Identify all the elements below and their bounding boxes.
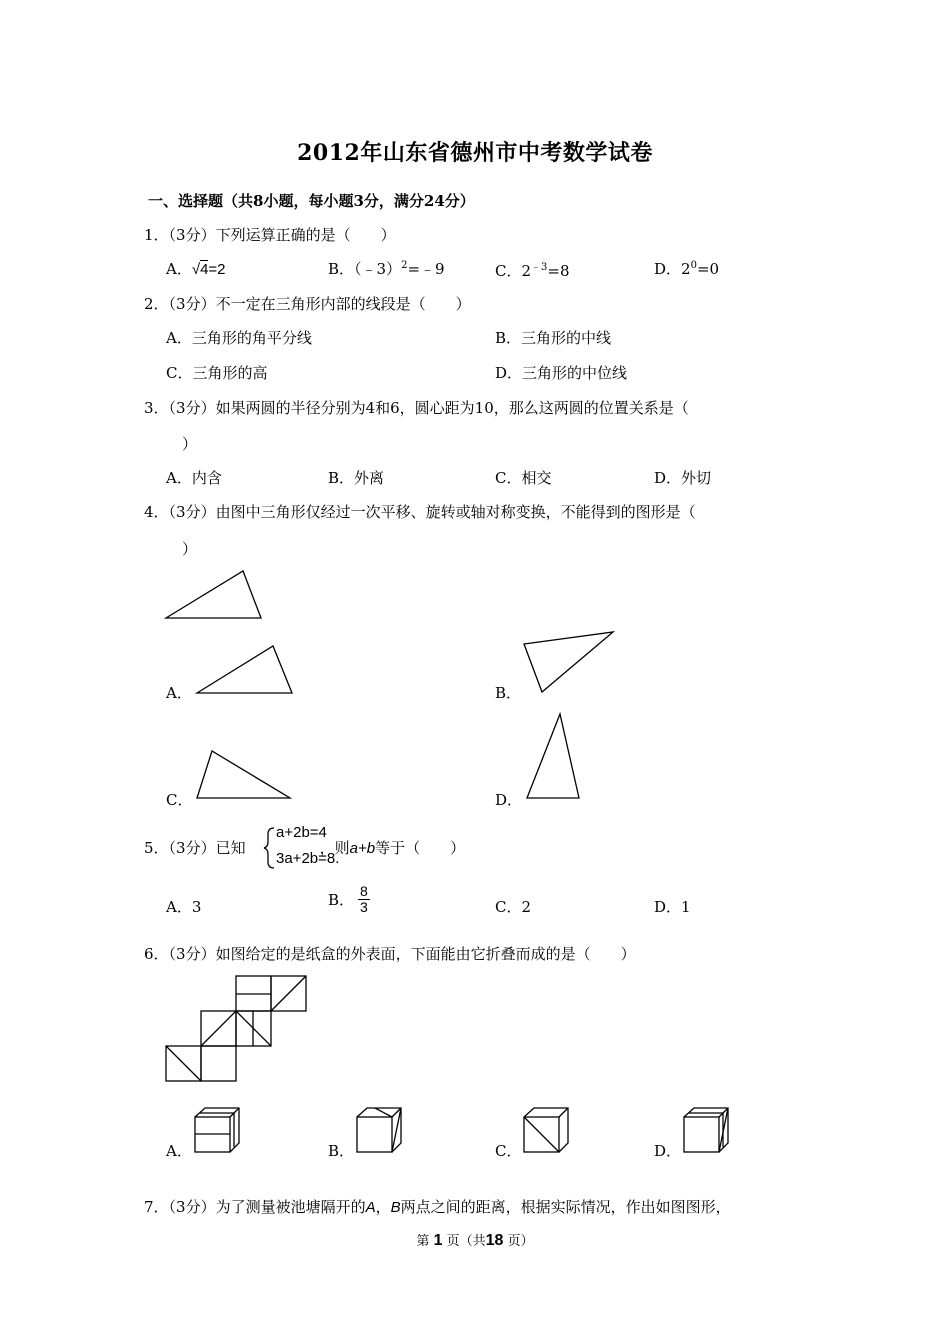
q2-option-d: D．三角形的中位线: [495, 364, 628, 382]
q4-triangle-d-icon: [527, 714, 579, 798]
question-7-stem: 7．（3分）为了测量被池塘隔开的A，B两点之间的距离，根据实际情况，作出如图图形，: [144, 1198, 731, 1216]
q3-option-d: D．外切: [654, 469, 712, 487]
page-total: 18: [485, 1232, 504, 1249]
radical-sign-icon: √: [191, 261, 201, 278]
question-6-stem: 6．（3分）如图给定的是纸盒的外表面，下面能由它折叠而成的是（ ）: [144, 945, 636, 963]
q3-option-c: C．相交: [495, 469, 552, 487]
q4-option-d: D．: [495, 791, 523, 809]
question-3-stem-end: ）: [182, 435, 198, 453]
q4-triangle-b-icon: [524, 632, 613, 692]
q6-cube-c-icon: [524, 1108, 568, 1152]
q5-option-d: D．1: [654, 898, 691, 916]
q6-option-a: A．: [166, 1142, 192, 1160]
q6-box-net: [166, 976, 306, 1081]
q4-option-c: C．: [166, 791, 193, 809]
page-title: 2012年山东省德州市中考数学试卷: [297, 140, 653, 166]
page-footer: 第 1 页（共18 页）: [416, 1232, 534, 1249]
q6-option-c: C．: [495, 1142, 522, 1160]
q3-option-b: B．外离: [328, 469, 385, 487]
q1-option-b: B．（﹣3）$^2$=﹣9: [328, 260, 445, 278]
question-1-stem: 1．（3分）下列运算正确的是（ ）: [144, 226, 396, 244]
q2-option-b: B．三角形的中线: [495, 329, 612, 347]
point-b-label: B: [390, 1199, 401, 1216]
q5-option-a: A．3: [166, 898, 202, 916]
q5-equation-2: 3a+2b=8.: [276, 850, 340, 867]
section-heading: 一、选择题（共8小题，每小题3分，满分24分）: [148, 192, 475, 210]
q4-option-a: A．: [166, 684, 192, 702]
q1-option-c: C．$2^{﹣3}=8$: [495, 262, 570, 280]
q4-option-b: B．: [495, 684, 522, 702]
q4-triangle-c-icon: [197, 751, 290, 798]
q1-option-a: A．√4=2: [166, 260, 226, 278]
q6-cube-a-icon: [195, 1108, 239, 1152]
question-2-stem: 2．（3分）不一定在三角形内部的线段是（ ）: [144, 295, 471, 313]
expression-a-plus-b: a+b: [349, 840, 376, 857]
q6-cube-b-icon: [357, 1108, 401, 1152]
q6-cube-d-icon: [684, 1108, 728, 1152]
question-4-stem: 4．（3分）由图中三角形仅经过一次平移、旋转或轴对称变换，不能得到的图形是（: [144, 503, 696, 521]
q5-option-b: B． $\frac{8}{3}$: [328, 883, 368, 915]
q1-option-d: D．$2^0=0$: [654, 260, 720, 278]
question-3-stem: 3．（3分）如果两圆的半径分别为4和6，圆心距为10，那么这两圆的位置关系是（: [144, 399, 689, 417]
question-5-stem: 5．（3分）已知 ，则a+b等于（ ）: [144, 839, 466, 857]
q4-triangle-a-icon: [197, 646, 292, 693]
fraction-eight-thirds: $\frac{8}{3}$: [360, 883, 368, 915]
q2-option-c: C．三角形的高: [166, 364, 268, 382]
q6-option-b: B．: [328, 1142, 355, 1160]
page-number: 1: [433, 1232, 443, 1249]
q5-option-c: C．2: [495, 898, 532, 916]
point-a-label: A: [365, 1199, 376, 1216]
q5-brace-icon: [264, 828, 274, 868]
q4-original-triangle: [166, 571, 261, 618]
q5-equation-1: a+2b=4: [276, 824, 327, 841]
q3-option-a: A．内含: [166, 469, 222, 487]
question-4-stem-end: ）: [182, 540, 198, 558]
q6-option-d: D．: [654, 1142, 682, 1160]
q2-option-a: A．三角形的角平分线: [166, 329, 312, 347]
